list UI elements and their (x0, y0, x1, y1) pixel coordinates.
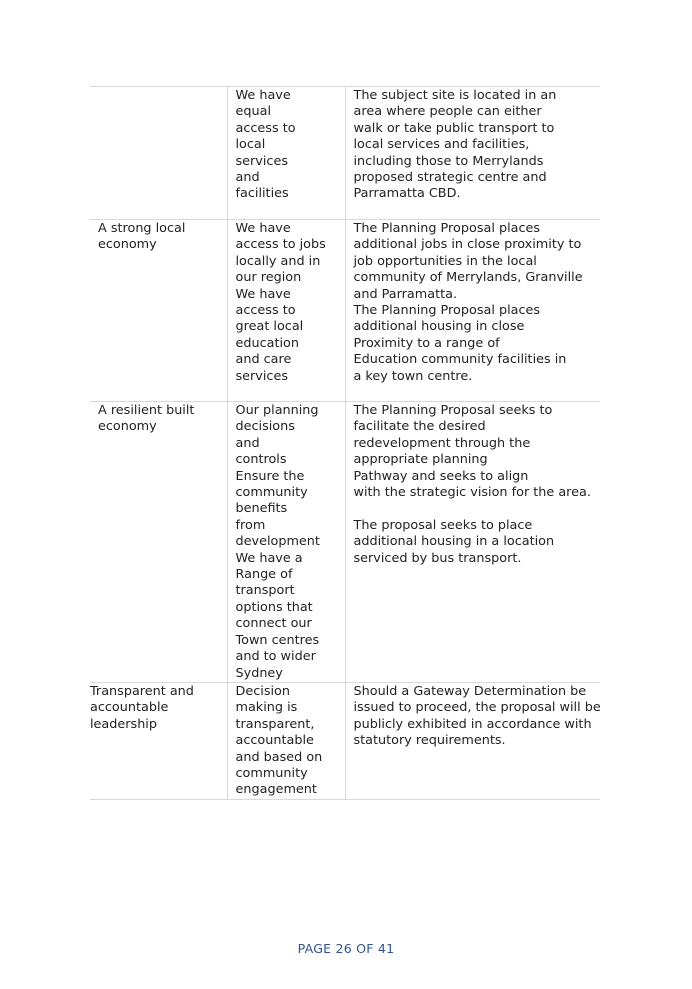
cell-text-line: Education community facilities in (353, 352, 567, 368)
cell-text-line: Sydney (235, 665, 283, 681)
cell-text-line: area where people can either (353, 104, 542, 120)
cell-text-line: issued to proceed, the proposal will be (353, 700, 601, 716)
cell-text-line: community (235, 485, 308, 501)
cell-text-line: Transparent and (90, 684, 194, 699)
cell-text-line: benefits (235, 501, 288, 517)
cell-text-line: A strong local (98, 221, 186, 236)
direction-cell (90, 220, 227, 402)
cell-text-line: equal (235, 104, 272, 120)
direction-cell (90, 683, 227, 800)
cell-text-line: and to wider (235, 649, 316, 665)
cell-text-line: accountable (90, 700, 169, 716)
cell-text-line: The proposal seeks to place (353, 517, 533, 533)
cell-text-line: education (235, 335, 299, 351)
cell-text-line: walk or take public transport to (353, 120, 555, 136)
direction-cell (90, 87, 227, 220)
cell-text-line: Decision (235, 684, 290, 699)
cell-text-line: and Parramatta. (353, 286, 458, 302)
response-cell (345, 402, 600, 683)
cell-text-line: development (235, 534, 320, 550)
cell-text-line: The Planning Proposal places (353, 221, 541, 236)
cell-text-line: Proximity to a range of (353, 335, 500, 351)
cell-text-line: access to (235, 303, 296, 319)
response-cell (345, 220, 600, 402)
cell-text-line: controls (235, 452, 287, 468)
page-number: PAGE 26 OF 41 (297, 941, 395, 956)
cell-text-line: services (235, 368, 289, 384)
cell-text-line: statutory requirements. (353, 733, 506, 749)
cell-text-line: access to jobs (235, 237, 326, 253)
cell-text-line: with the strategic vision for the area. (353, 485, 591, 501)
cell-text-line: and (235, 435, 260, 451)
cell-text-line: a key town centre. (353, 368, 473, 384)
table-row (90, 87, 600, 220)
cell-text-line: local (235, 137, 266, 153)
direction-cell (90, 402, 227, 683)
cell-text-line: additional housing in a location (353, 534, 555, 550)
cell-text-line: Should a Gateway Determination be (353, 684, 587, 699)
cell-text-line: facilities (235, 186, 289, 202)
cell-text-line: The Planning Proposal seeks to (353, 403, 553, 418)
outcome-cell (227, 683, 345, 800)
response-cell (345, 87, 600, 220)
cell-text-line: local services and facilities, (353, 137, 530, 153)
cell-text-line: our region (235, 270, 302, 286)
cell-text-line: serviced by bus transport. (353, 550, 522, 566)
cell-text-line: appropriate planning (353, 452, 488, 468)
cell-text-line: engagement (235, 782, 317, 798)
cell-text-line: proposed strategic centre and (353, 170, 547, 186)
cell-text-line: and (235, 170, 260, 186)
cell-text-line: economy (98, 419, 157, 435)
cell-text-line: Pathway and seeks to align (353, 468, 529, 484)
cell-text-line: Our planning (235, 403, 319, 418)
cell-text-line: The Planning Proposal places (353, 303, 541, 319)
cell-text-line: from (235, 517, 266, 533)
table-row (90, 683, 600, 800)
cell-text-line: We have (235, 286, 291, 302)
cell-text-line: publicly exhibited in accordance with (353, 716, 592, 732)
cell-text-line: The subject site is located in an (353, 88, 557, 103)
cell-text-line: connect our (235, 616, 312, 632)
cell-text-line: We have (235, 221, 291, 236)
cell-text-line: accountable (235, 733, 314, 749)
cell-text-line: great local (235, 319, 304, 335)
cell-text-line: and care (235, 352, 292, 368)
outcome-cell (227, 87, 345, 220)
cell-text-line: A resilient built (98, 403, 195, 418)
cell-text-line: and based on (235, 749, 323, 765)
cell-text-line: facilitate the desired (353, 419, 486, 435)
response-cell (345, 683, 600, 800)
cell-text-line: economy (98, 237, 157, 253)
cell-text-line: access to (235, 120, 296, 136)
cell-text-line: transport (235, 583, 295, 599)
cell-text-line: Parramatta CBD. (353, 186, 461, 202)
cell-text-line: additional jobs in close proximity to (353, 237, 582, 253)
cell-text-line: job opportunities in the local (353, 253, 537, 269)
cell-text-line: community of Merrylands, Granville (353, 270, 583, 286)
cell-text-line: locally and in (235, 253, 321, 269)
cell-text-line: redevelopment through the (353, 435, 531, 451)
cell-text-line: Range of (235, 567, 293, 583)
cell-text-line: including those to Merrylands (353, 153, 544, 169)
cell-text-line: We have a (235, 550, 303, 566)
cell-text-line: Town centres (235, 632, 320, 648)
cell-text-line: leadership (90, 716, 157, 732)
table-row (90, 220, 600, 402)
cell-text-line: making is (235, 700, 298, 716)
outcome-cell (227, 402, 345, 683)
cell-text-line: options that (235, 599, 313, 615)
cell-text-line: decisions (235, 419, 295, 435)
cell-text-line: transparent, (235, 716, 315, 732)
outcome-cell (227, 220, 345, 402)
paragraph-gap (354, 501, 593, 517)
cell-text-line: additional housing in close (353, 319, 525, 335)
cell-text-line: services (235, 153, 289, 169)
cell-text-line: community (235, 766, 308, 782)
strategy-table (90, 86, 600, 800)
cell-text-line: We have (235, 88, 291, 103)
table-row (90, 402, 600, 683)
cell-text-line: Ensure the (235, 468, 305, 484)
